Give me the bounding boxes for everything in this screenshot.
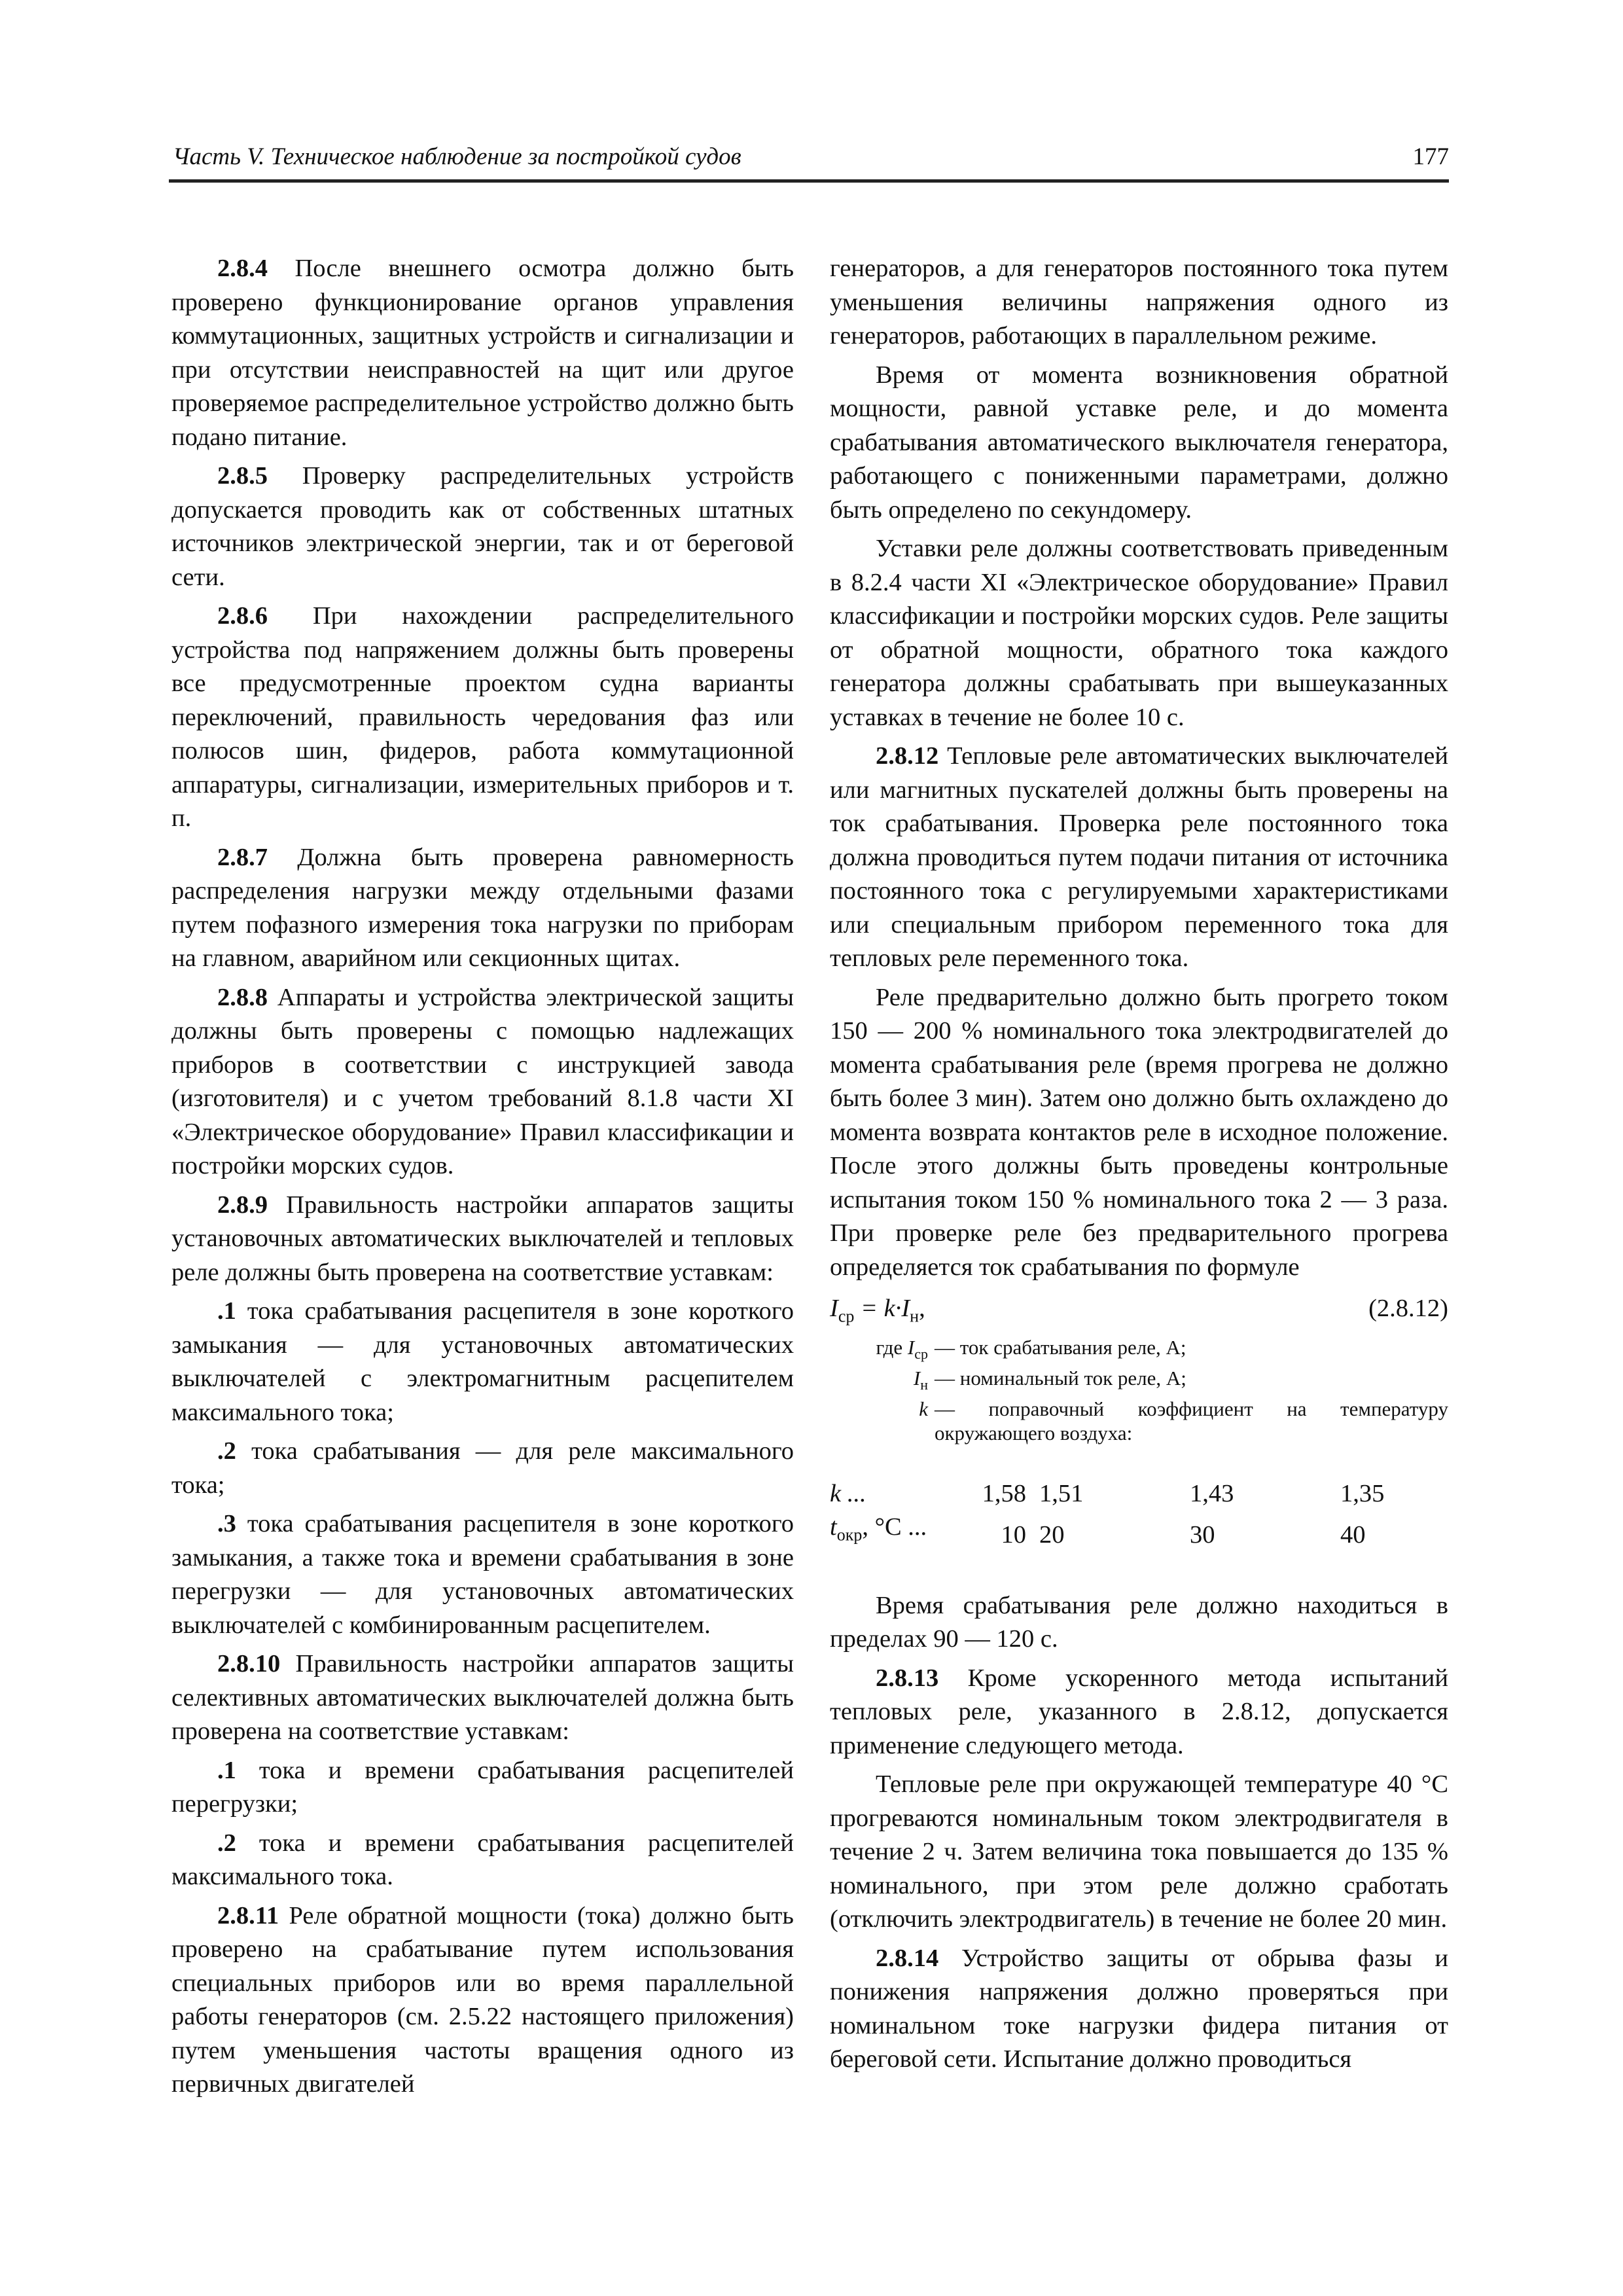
table-cell: 20 (1039, 1521, 1065, 1549)
paragraph-number: .1 (217, 1297, 236, 1325)
paragraph-number: 2.8.14 (876, 1944, 939, 1972)
paragraph (171, 981, 794, 1183)
paragraph (171, 1435, 794, 1502)
table-cell: 1,51 (1039, 1479, 1084, 1507)
paragraph-text: Реле предварительно должно быть прогрето током 150 — 200 % номинального тока электродвигателей до момента срабатывания реле (время прогрева не должно быть более 3 мин). Затем оно должно быть охлаждено до момента возврата контактов реле в исходное положение. После этого должны быть проведены контрольные испытания током 150 % номинального тока 2 — 3 раза. При проверке реле без предварительного прогрева определяется ток срабатывания по формуле (830, 983, 1448, 1281)
paragraph (830, 1942, 1448, 2077)
paragraph-text: При нахождении распределительного устройства под напряжением должны быть проверены все предусмотренные проектом судна варианты переключений, правильность чередования фаз или полюсов шин, фидеров, работа коммутационной аппаратуры, сигнализации, измерительных приборов и т. п. (171, 602, 794, 832)
header-title: Часть V. Техническое наблюдение за постройкой судов (173, 143, 741, 170)
left-column (171, 252, 794, 2102)
paragraph (830, 1589, 1448, 1657)
definition-term: где $I_{ср}$ (876, 1336, 928, 1363)
paragraph (171, 1754, 794, 1821)
paragraph-text: Тепловые реле автоматических выключателей или магнитных пускателей должны быть проверены на ток срабатывания. Проверка реле постоянного тока должна проводиться путем подачи питания от источника постоянного тока с регулируемыми характеристиками или специальным прибором переменного тока для тепловых реле переменного тока. (830, 742, 1448, 972)
definition-row (830, 1335, 1448, 1366)
page-number: 177 (1412, 143, 1449, 170)
paragraph-number: 2.8.5 (217, 462, 268, 490)
table-row-label: $t_{окр}$, °C ... (830, 1513, 927, 1545)
paragraph-text: Время срабатывания реле должно находиться в пределах 90 — 120 с. (830, 1591, 1448, 1653)
paragraph-number: 2.8.10 (217, 1650, 281, 1677)
paragraph-number: 2.8.9 (217, 1191, 268, 1219)
paragraph (171, 600, 794, 836)
paragraph (830, 359, 1448, 528)
paragraph-number: 2.8.7 (217, 843, 268, 871)
paragraph-text: тока срабатывания расцепителя в зоне короткого замыкания, а также тока и времени срабатывания в зоне перегрузки — для установочных автоматических выключателей с комбинированным расцепителем. (171, 1510, 794, 1639)
paragraph (171, 841, 794, 976)
paragraph-text: тока срабатывания расцепителя в зоне короткого замыкания — для установочных автоматических выключателей с электромагнитным расцепителем максимального тока; (171, 1297, 794, 1426)
paragraph-text: Устройство защиты от обрыва фазы и понижения напряжения должно проверяться при номинальном токе нагрузки фидера питания от береговой сети. Испытание должно проводиться (830, 1944, 1448, 2073)
formula (830, 1292, 1448, 1330)
table-row (830, 1511, 1432, 1552)
right-column-top (830, 252, 1448, 1284)
paragraph-text: После внешнего осмотра должно быть проверено функционирование органов управления коммутационных, защитных устройств и сигнализации и при отсутствии неисправностей на щит или другое проверяемое распределительное устройство должно быть подано питание. (171, 255, 794, 451)
definition-text: — ток срабатывания реле, А; (935, 1336, 1186, 1359)
table-row-label: k ... (830, 1479, 866, 1507)
right-column-bottom (830, 1589, 1448, 2077)
formula-definitions (830, 1335, 1448, 1445)
paragraph (171, 1899, 794, 2102)
paragraph-text: Время от момента возникновения обратной мощности, равной уставке реле, и до момента срабатывания автоматического выключателя генератора, работающего с пониженными параметрами, должно быть определено по секундомеру. (830, 361, 1448, 524)
formula-number: (2.8.12) (1368, 1295, 1448, 1322)
paragraph-text: генераторов, а для генераторов постоянного тока путем уменьшения величины напряжения одного из генераторов, работающих в параллельном режиме. (830, 255, 1448, 350)
table-cell: 10 (1001, 1521, 1026, 1549)
paragraph (171, 1647, 794, 1749)
paragraph-number: .3 (217, 1510, 236, 1537)
paragraph-text: Кроме ускоренного метода испытаний тепловых реле, указанного в 2.8.12, допускается применение следующего метода. (830, 1664, 1448, 1759)
paragraph (171, 252, 794, 454)
paragraph-number: 2.8.4 (217, 255, 268, 282)
table-cell: 1,58 (982, 1479, 1026, 1507)
paragraph-number: .1 (217, 1756, 236, 1784)
paragraph-text: тока срабатывания — для реле максимального тока; (171, 1437, 794, 1499)
formula-eq: = k·I (854, 1295, 910, 1322)
paragraph (830, 1662, 1448, 1763)
paragraph (171, 1189, 794, 1290)
definition-row (830, 1366, 1448, 1397)
formula-tail: , (919, 1295, 925, 1322)
paragraph (171, 1827, 794, 1894)
formula-lhs: I (830, 1295, 838, 1322)
table-cell: 1,43 (1190, 1479, 1234, 1507)
paragraph-text: Аппараты и устройства электрической защиты должны быть проверены с помощью надлежащих приборов в соответствии с инструкцией завода (изготовителя) и с учетом требований 8.1.8 части XI «Электрическое оборудование» Правил классификации и постройки морских судов. (171, 983, 794, 1179)
table-cell: 40 (1340, 1521, 1366, 1549)
paragraph-number: 2.8.6 (217, 602, 268, 630)
paragraph-number: 2.8.11 (217, 1901, 279, 1929)
paragraph (171, 459, 794, 594)
paragraph-text: Проверку распределительных устройств допускается проводить как от собственных штатных источников электрической энергии, так и от береговой сети. (171, 462, 794, 591)
formula-rhs-sub: н (910, 1306, 919, 1326)
paragraph (830, 1768, 1448, 1937)
definition-text: — поправочный коэффициент на температуру окружающего воздуха: (935, 1397, 1448, 1445)
running-header (169, 143, 1449, 183)
paragraph-text: Уставки реле должны соответствовать приведенным в 8.2.4 части XI «Электрическое оборудование» Правил классификации и постройки морских судов. Реле защиты от обратной мощности, обратного тока каждого генератора должны срабатывать при вышеуказанных уставках в течение не более 10 с. (830, 535, 1448, 731)
definition-term: k (919, 1397, 928, 1421)
table-cell: 1,35 (1340, 1479, 1385, 1507)
correction-coefficient-table (830, 1477, 1432, 1552)
paragraph-text: Правильность настройки аппаратов защиты селективных автоматических выключателей должна быть проверена на соответствие уставкам: (171, 1650, 794, 1745)
paragraph-text: Реле обратной мощности (тока) должно быть проверено на срабатывание путем использования специальных приборов или во время параллельной работы генераторов (см. 2.5.22 настоящего приложения) путем уменьшения частоты вращения одного из первичных двигателей (171, 1901, 794, 2098)
paragraph-number: 2.8.13 (876, 1664, 939, 1692)
paragraph (171, 1507, 794, 1642)
paragraph (830, 740, 1448, 976)
paragraph (830, 252, 1448, 353)
definition-text: — номинальный ток реле, А; (935, 1367, 1186, 1390)
paragraph-text: тока и времени срабатывания расцепителей перегрузки; (171, 1756, 794, 1818)
paragraph-number: .2 (217, 1437, 236, 1465)
paragraph-text: Должна быть проверена равномерность распределения нагрузки между отдельными фазами путем пофазного измерения тока нагрузки по приборам на главном, аварийном или секционных щитах. (171, 843, 794, 972)
paragraph-text: Правильность настройки аппаратов защиты установочных автоматических выключателей и тепловых реле должны быть проверена на соответствие уставкам: (171, 1191, 794, 1286)
formula-lhs-sub: ср (838, 1306, 855, 1326)
paragraph-number: 2.8.12 (876, 742, 939, 770)
definition-row (830, 1397, 1448, 1445)
paragraph-text: тока и времени срабатывания расцепителей максимального тока. (171, 1829, 794, 1890)
table-cell: 30 (1190, 1521, 1215, 1549)
paragraph-number: .2 (217, 1829, 236, 1857)
paragraph-text: Тепловые реле при окружающей температуре 40 °С прогреваются номинальным током электродвигателя в течение 2 ч. Затем величина тока повышается до 135 % номинального, при этом реле должно сработать (отключить электродвигатель) в течение не более 20 мин. (830, 1770, 1448, 1933)
paragraph-number: 2.8.8 (217, 983, 268, 1011)
table-row (830, 1477, 1432, 1511)
right-column (830, 252, 1448, 2077)
paragraph (830, 981, 1448, 1285)
definition-term: $I_н$ (913, 1367, 928, 1393)
paragraph (171, 1295, 794, 1429)
paragraph (830, 532, 1448, 734)
